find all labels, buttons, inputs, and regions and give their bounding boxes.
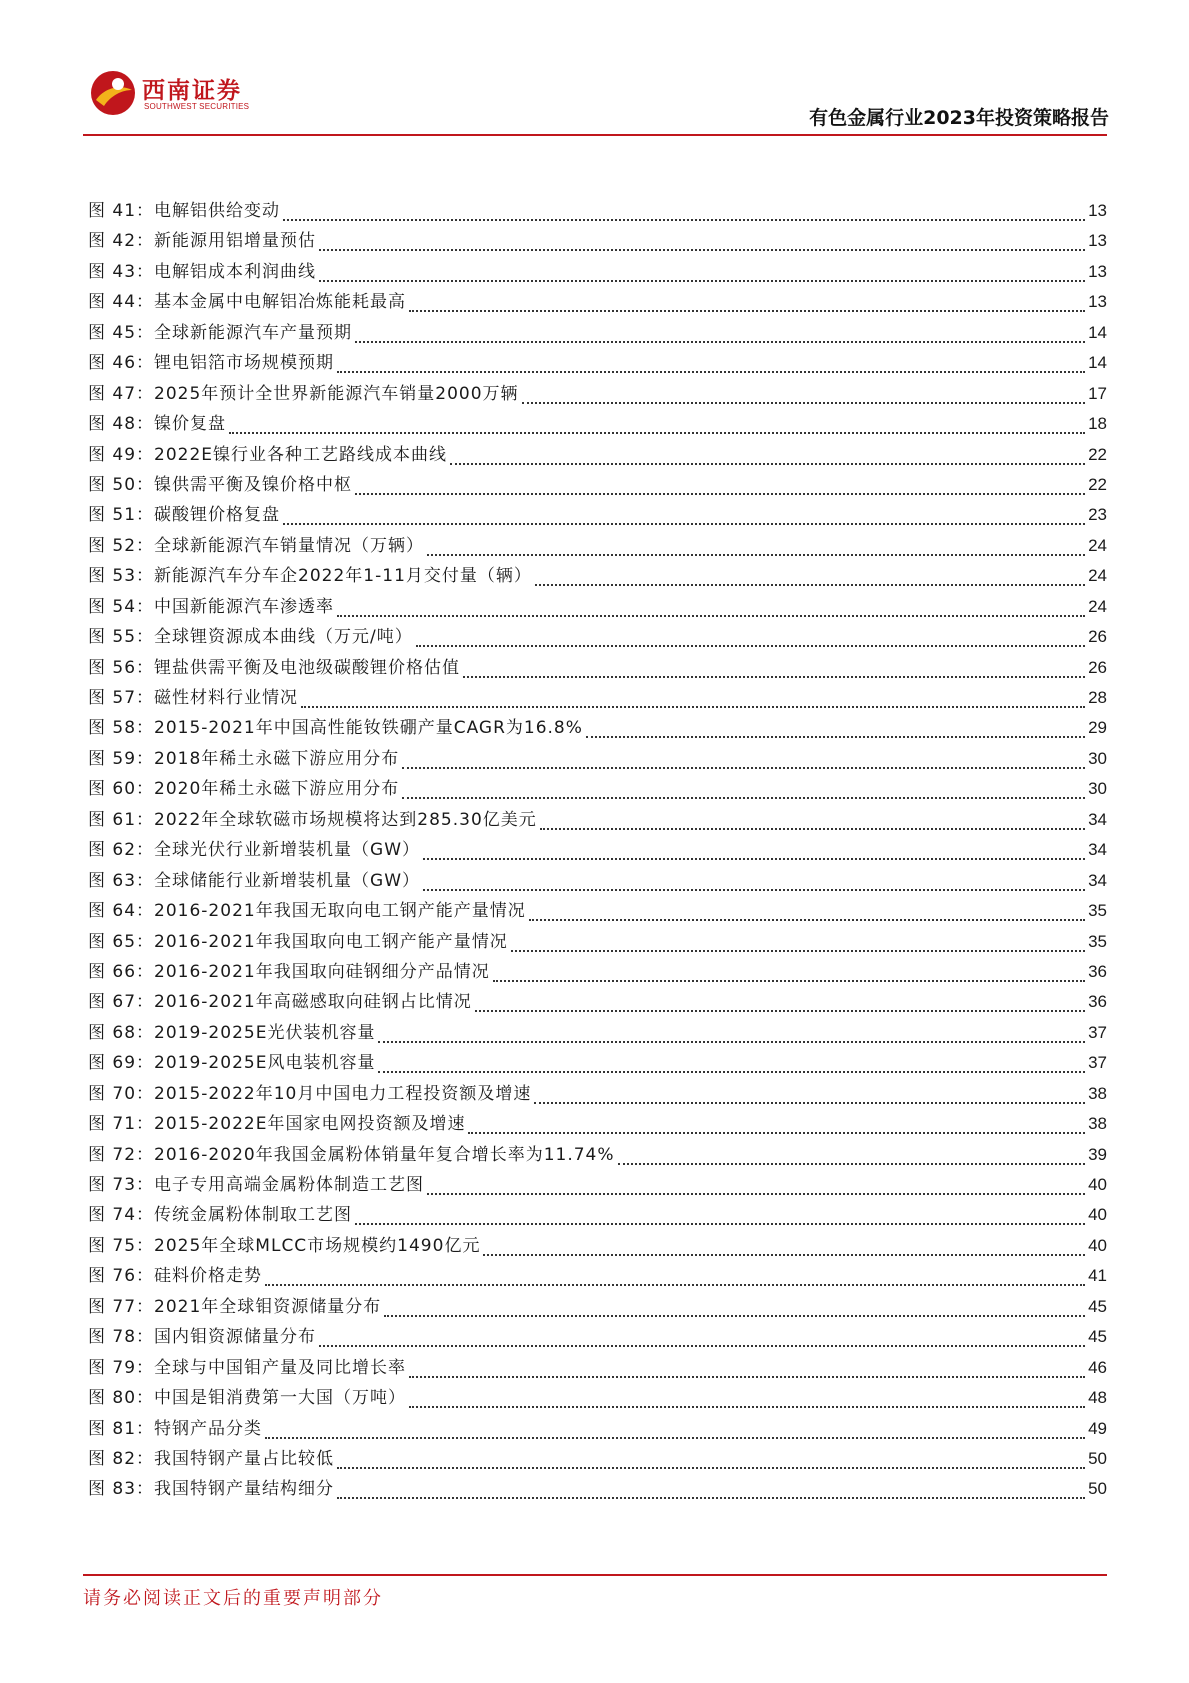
toc-entry-page-number[interactable]: 24 [1088,566,1107,586]
toc-entry[interactable] [88,201,1107,231]
toc-entry-title[interactable]: 图 48：镍价复盘 [88,414,227,435]
toc-entry-page-number[interactable]: 14 [1088,353,1107,373]
dot-leader [229,414,1085,434]
toc-entry-title[interactable]: 图 44：基本金属中电解铝冶炼能耗最高 [88,292,407,313]
toc-entry-page-number[interactable]: 50 [1088,1448,1107,1468]
dot-leader [511,932,1085,952]
dot-leader [529,901,1085,921]
toc-entry-title[interactable]: 图 43：电解铝成本利润曲线 [88,261,317,282]
toc-entry-title[interactable]: 图 65：2016-2021年我国取向电工钢产能产量情况 [88,931,508,952]
toc-entry-title[interactable]: 图 70：2015-2022年10月中国电力工程投资额及增速 [88,1083,532,1104]
toc-entry-title[interactable]: 图 64：2016-2021年我国无取向电工钢产能产量情况 [88,901,526,922]
dot-leader [409,1388,1085,1408]
dot-leader [384,1297,1085,1317]
toc-entry-page-number[interactable]: 36 [1088,992,1107,1012]
dot-leader [265,1419,1085,1439]
toc-entry-title[interactable]: 图 41：电解铝供给变动 [88,201,281,221]
dot-leader [337,353,1085,373]
toc-entry[interactable] [88,1449,1107,1479]
dot-leader [283,505,1085,525]
toc-entry[interactable] [88,749,1107,779]
toc-entry-title[interactable]: 图 55：全球锂资源成本曲线（万元/吨） [88,627,413,648]
toc-entry-title[interactable]: 图 74：传统金属粉体制取工艺图 [88,1205,353,1226]
toc-entry[interactable] [88,323,1107,353]
toc-entry[interactable] [88,475,1107,505]
toc-entry-page-number[interactable]: 34 [1088,809,1107,829]
toc-entry[interactable] [88,353,1107,383]
toc-entry-page-number[interactable]: 30 [1088,748,1107,768]
toc-entry-page-number[interactable]: 45 [1088,1296,1107,1316]
dot-leader [301,688,1085,708]
toc-entry-page-number[interactable]: 35 [1088,901,1107,921]
toc-entry-page-number[interactable]: 48 [1088,1388,1107,1408]
toc-entry-title[interactable]: 图 46：锂电铝箔市场规模预期 [88,353,335,374]
toc-entry-title[interactable]: 图 69：2019-2025E风电装机容量 [88,1053,376,1074]
toc-entry-title[interactable]: 图 52：全球新能源汽车销量情况（万辆） [88,535,425,556]
dot-leader [378,1023,1085,1043]
dot-leader [534,1084,1085,1104]
toc-entry[interactable] [88,566,1107,596]
toc-entry-title[interactable]: 图 68：2019-2025E光伏装机容量 [88,1022,376,1043]
toc-entry[interactable] [88,658,1107,688]
dot-leader [265,1266,1085,1286]
toc-entry-page-number[interactable]: 37 [1088,1022,1107,1042]
toc-entry-page-number[interactable]: 22 [1088,474,1107,494]
toc-entry[interactable] [88,414,1107,444]
dot-leader [427,1175,1085,1195]
toc-entry-page-number[interactable]: 18 [1088,414,1107,434]
toc-entry[interactable] [88,1388,1107,1418]
toc-entry-page-number[interactable]: 13 [1088,201,1107,220]
toc-entry-page-number[interactable]: 24 [1088,535,1107,555]
toc-entry[interactable] [88,505,1107,535]
company-logo [90,70,270,120]
logo-english-name: SOUTHWEST SECURITIES [144,102,250,111]
toc-entry-page-number[interactable]: 26 [1088,657,1107,677]
toc-entry-title[interactable]: 图 49：2022E镍行业各种工艺路线成本曲线 [88,444,448,465]
toc-entry[interactable] [88,1145,1107,1175]
toc-entry-title[interactable]: 图 47：2025年预计全世界新能源汽车销量2000万辆 [88,383,519,404]
dot-leader [416,627,1085,647]
toc-entry[interactable] [88,292,1107,322]
toc-entry-title[interactable]: 图 42：新能源用铝增量预估 [88,231,317,252]
logo-chinese-name: 西南证券 [142,77,242,104]
toc-entry-title[interactable]: 图 53：新能源汽车分车企2022年1-11月交付量（辆） [88,566,532,587]
dot-leader [463,658,1085,678]
toc-entry-page-number[interactable]: 28 [1088,688,1107,707]
toc-entry-title[interactable]: 图 58：2015-2021年中国高性能钕铁硼产量CAGR为16.8% [88,718,583,739]
toc-entry[interactable] [88,779,1107,809]
toc-entry[interactable] [88,536,1107,566]
toc-entry-title[interactable]: 图 79：全球与中国钼产量及同比增长率 [88,1357,407,1378]
toc-entry-title[interactable]: 图 51：碳酸锂价格复盘 [88,505,281,526]
toc-entry-title[interactable]: 图 67：2016-2021年高磁感取向硅钢占比情况 [88,992,472,1013]
toc-entry-title[interactable]: 图 63：全球储能行业新增装机量（GW） [88,870,421,891]
toc-entry[interactable] [88,840,1107,870]
toc-entry[interactable] [88,627,1107,657]
dot-leader [475,992,1085,1012]
toc-entry-title[interactable]: 图 78：国内钼资源储量分布 [88,1327,317,1348]
toc-entry[interactable] [88,1327,1107,1357]
toc-entry-title[interactable]: 图 72：2016-2020年我国金属粉体销量年复合增长率为11.74% [88,1144,615,1165]
disclaimer-note: 请务必阅读正文后的重要声明部分 [83,1588,383,1609]
toc-entry[interactable] [88,1114,1107,1144]
toc-entry-page-number[interactable]: 37 [1088,1053,1107,1073]
toc-entry[interactable] [88,901,1107,931]
toc-entry-title[interactable]: 图 73：电子专用高端金属粉体制造工艺图 [88,1175,425,1195]
toc-entry-page-number[interactable]: 39 [1088,1144,1107,1164]
logo-emblem-icon [90,70,136,116]
toc-entry[interactable] [88,1266,1107,1296]
toc-entry-page-number[interactable]: 24 [1088,596,1107,616]
toc-entry-title[interactable]: 图 59：2018年稀土永磁下游应用分布 [88,748,400,769]
toc-entry-title[interactable]: 图 54：中国新能源汽车渗透率 [88,596,335,617]
toc-entry-title[interactable]: 图 71：2015-2022E年国家电网投资额及增速 [88,1114,466,1135]
toc-entry-page-number[interactable]: 49 [1088,1418,1107,1438]
toc-entry[interactable] [88,1023,1107,1053]
dot-leader [586,718,1085,738]
dot-leader [427,536,1085,556]
toc-entry-title[interactable]: 图 82：我国特钢产量占比较低 [88,1448,335,1469]
dot-leader [409,1358,1085,1378]
dot-leader [522,384,1085,404]
toc-entry-page-number[interactable]: 29 [1088,718,1107,738]
toc-entry-title[interactable]: 图 83：我国特钢产量结构细分 [88,1479,335,1500]
toc-entry[interactable] [88,932,1107,962]
toc-entry-title[interactable]: 图 75：2025年全球MLCC市场规模约1490亿元 [88,1235,481,1256]
dot-leader [402,779,1085,799]
toc-entry-page-number[interactable]: 17 [1088,383,1107,403]
toc-entry-title[interactable]: 图 76：硅料价格走势 [88,1266,263,1287]
toc-entry-page-number[interactable]: 40 [1088,1175,1107,1194]
dot-leader [319,1327,1085,1347]
dot-leader [540,810,1085,830]
toc-entry-title[interactable]: 图 57：磁性材料行业情况 [88,688,299,708]
dot-leader [618,1145,1085,1165]
toc-entry[interactable] [88,962,1107,992]
toc-entry-page-number[interactable]: 22 [1088,444,1107,464]
toc-entry[interactable] [88,688,1107,718]
toc-entry[interactable] [88,1053,1107,1083]
toc-entry-title[interactable]: 图 50：镍供需平衡及镍价格中枢 [88,474,353,495]
toc-entry[interactable] [88,810,1107,840]
page-header [0,0,1189,140]
dot-leader [319,231,1085,251]
toc-entry[interactable] [88,1358,1107,1388]
toc-entry-page-number[interactable]: 38 [1088,1083,1107,1103]
toc-entry-title[interactable]: 图 56：锂盐供需平衡及电池级碳酸锂价格估值 [88,657,461,678]
toc-entry[interactable] [88,1236,1107,1266]
toc-entry-page-number[interactable]: 46 [1088,1357,1107,1377]
dot-leader [402,749,1085,769]
dot-leader [535,566,1085,586]
toc-entry-page-number[interactable]: 13 [1088,261,1107,281]
toc-entry-page-number[interactable]: 36 [1088,961,1107,981]
dot-leader [468,1114,1085,1134]
dot-leader [355,1205,1085,1225]
figure-index-list [88,201,1107,1510]
dot-leader [337,597,1085,617]
dot-leader [337,1449,1085,1469]
dot-leader [423,871,1085,891]
dot-leader [319,262,1085,282]
toc-entry-page-number[interactable]: 40 [1088,1205,1107,1225]
toc-entry-page-number[interactable]: 23 [1088,505,1107,525]
toc-entry-title[interactable]: 图 81：特钢产品分类 [88,1418,263,1439]
toc-entry[interactable] [88,262,1107,292]
toc-entry-page-number[interactable]: 26 [1088,627,1107,647]
toc-entry[interactable] [88,1419,1107,1449]
dot-leader [355,323,1085,343]
dot-leader [450,445,1085,465]
toc-entry-page-number[interactable]: 34 [1088,840,1107,860]
dot-leader [483,1236,1085,1256]
report-title: 有色金属行业2023年投资策略报告 [809,107,1109,129]
dot-leader [423,840,1085,860]
toc-entry[interactable] [88,1297,1107,1327]
toc-entry-title[interactable]: 图 80：中国是钼消费第一大国（万吨） [88,1388,407,1409]
toc-entry-page-number[interactable]: 41 [1088,1266,1107,1286]
toc-entry-page-number[interactable]: 50 [1088,1479,1107,1499]
toc-entry[interactable] [88,1479,1107,1509]
toc-entry-page-number[interactable]: 45 [1088,1327,1107,1347]
toc-entry-page-number[interactable]: 38 [1088,1114,1107,1134]
toc-entry[interactable] [88,384,1107,414]
toc-entry[interactable] [88,718,1107,748]
toc-entry[interactable] [88,871,1107,901]
toc-entry-page-number[interactable]: 13 [1088,231,1107,251]
toc-entry-title[interactable]: 图 62：全球光伏行业新增装机量（GW） [88,840,421,861]
toc-entry[interactable] [88,445,1107,475]
footer-divider [83,1574,1107,1576]
toc-entry-title[interactable]: 图 45：全球新能源汽车产量预期 [88,322,353,343]
dot-leader [283,201,1085,221]
dot-leader [409,292,1085,312]
toc-entry[interactable] [88,1175,1107,1205]
toc-entry[interactable] [88,231,1107,261]
toc-entry-title[interactable]: 图 61：2022年全球软磁市场规模将达到285.30亿美元 [88,809,537,830]
toc-entry-page-number[interactable]: 35 [1088,931,1107,951]
toc-entry-title[interactable]: 图 77：2021年全球钼资源储量分布 [88,1296,382,1317]
toc-entry-title[interactable]: 图 60：2020年稀土永磁下游应用分布 [88,779,400,800]
toc-entry-page-number[interactable]: 40 [1088,1235,1107,1255]
dot-leader [493,962,1085,982]
toc-entry[interactable] [88,1205,1107,1235]
dot-leader [337,1479,1085,1499]
header-divider [83,134,1107,136]
toc-entry[interactable] [88,597,1107,627]
toc-entry[interactable] [88,1084,1107,1114]
dot-leader [378,1053,1085,1073]
toc-entry-title[interactable]: 图 66：2016-2021年我国取向硅钢细分产品情况 [88,961,490,982]
dot-leader [355,475,1085,495]
toc-entry-page-number[interactable]: 30 [1088,779,1107,799]
toc-entry-page-number[interactable]: 13 [1088,292,1107,312]
toc-entry[interactable] [88,992,1107,1022]
toc-entry-page-number[interactable]: 14 [1088,322,1107,342]
toc-entry-page-number[interactable]: 34 [1088,870,1107,890]
